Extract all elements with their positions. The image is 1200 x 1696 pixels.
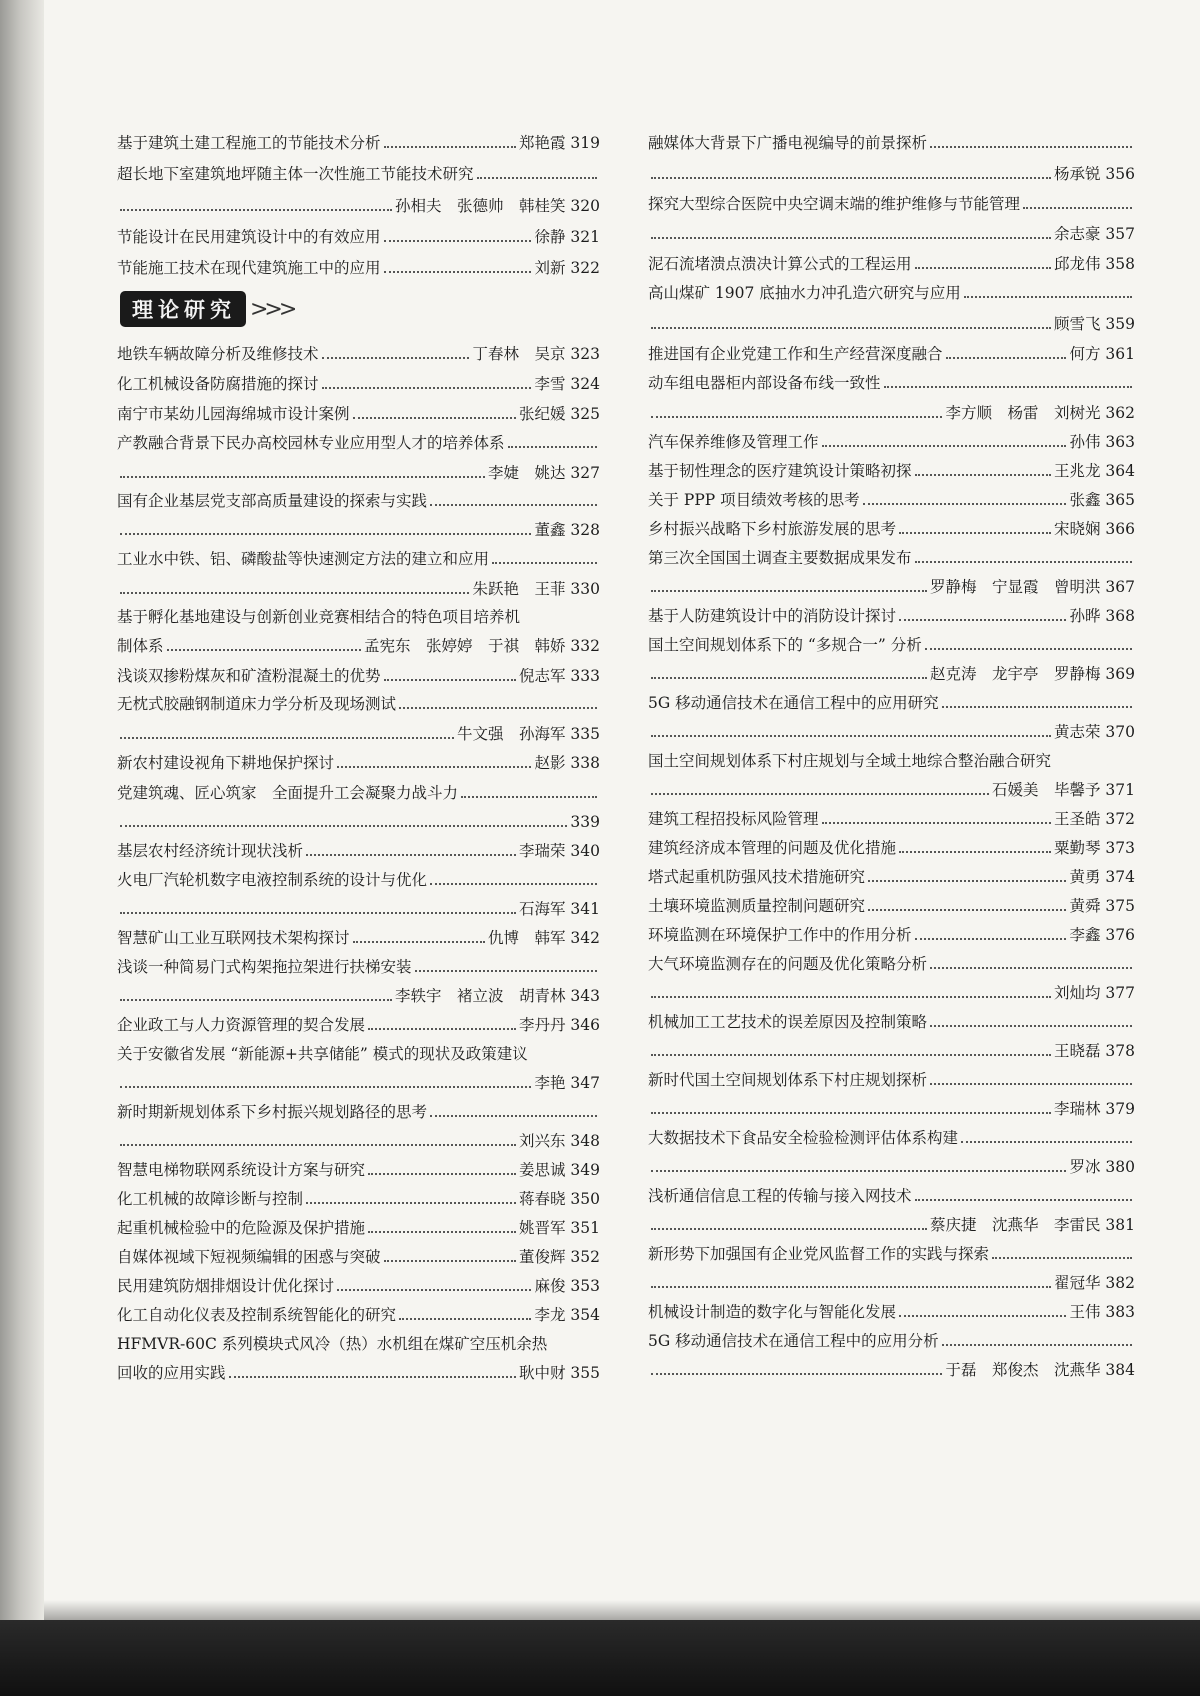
dot-leader [430,504,597,506]
dot-leader [942,1344,1132,1346]
toc-entry [648,598,1135,626]
toc-entry [117,1152,600,1180]
dot-leader [651,793,989,795]
toc-entry [117,396,600,424]
toc-entry-author-page: 董俊辉 352 [518,1248,600,1266]
toc-entry-author-page: 黄舜 375 [1069,897,1135,915]
dot-leader [992,1257,1132,1259]
toc-entry-title: 回收的应用实践 [117,1364,226,1382]
toc-entry [117,250,600,278]
toc-entry [648,685,1135,713]
toc-entry [648,246,1135,274]
toc-entry [117,1297,600,1325]
toc-entry [117,483,600,511]
toc-entry [648,156,1135,184]
toc-entry [117,862,600,890]
toc-entry-author-page: 李婕 姚达 327 [487,464,600,482]
toc-entry [648,511,1135,539]
dot-leader [120,912,516,914]
toc-entry [648,656,1135,684]
toc-entry [117,1123,600,1151]
toc-entry [648,1149,1135,1177]
toc-entry [117,1326,600,1354]
dot-leader [651,1228,927,1230]
dot-leader [961,1141,1132,1143]
dot-leader [925,648,1132,650]
toc-entry [648,1352,1135,1380]
toc-entry [648,801,1135,829]
dot-leader [368,1173,516,1175]
dot-leader [868,880,1066,882]
toc-entry [648,569,1135,597]
toc-entry [648,1323,1135,1351]
toc-entry [117,949,600,977]
dot-leader [477,177,597,179]
toc-entry-author-page: 石媛美 毕馨予 371 [991,781,1135,799]
toc-entry-author-page: 仇博 韩军 342 [487,929,600,947]
toc-entry-title: 国土空间规划体系下村庄规划与全域土地综合整治融合研究 [648,752,1052,770]
toc-entry [117,366,600,394]
dot-leader [306,1202,516,1204]
toc-entry-author-page: 王晓磊 378 [1053,1042,1135,1060]
toc-entry [117,1268,600,1296]
dot-leader [899,1315,1066,1317]
toc-entry-title: 新农村建设视角下耕地保护探讨 [117,754,335,772]
dot-leader [651,1170,1066,1172]
toc-entry [117,1007,600,1035]
toc-entry [648,830,1135,858]
toc-entry [648,1178,1135,1206]
toc-entry-author-page: 宋晓娴 366 [1053,520,1135,538]
dot-leader [964,296,1132,298]
toc-entry-title: 塔式起重机防强风技术措施研究 [648,868,866,886]
toc-entry-title: 自媒体视域下短视频编辑的困惑与突破 [117,1248,381,1266]
toc-entry [648,772,1135,800]
toc-entry [648,453,1135,481]
toc-entry [648,975,1135,1003]
toc-entry-author-page: 粟勤琴 373 [1053,839,1135,857]
toc-entry-author-page: 刘灿均 377 [1053,984,1135,1002]
dot-leader [368,1028,516,1030]
dot-leader [915,267,1051,269]
toc-entry-title: 浅谈双掺粉煤灰和矿渣粉混凝土的优势 [117,667,381,685]
toc-entry-title: 5G 移动通信技术在通信工程中的应用分析 [648,1332,939,1350]
toc-entry [117,1355,600,1383]
dot-leader [430,883,597,885]
toc-entry [648,216,1135,244]
toc-entry [648,395,1135,423]
toc-entry-author-page: 于磊 郑俊杰 沈燕华 384 [945,1361,1135,1379]
dot-leader [822,822,1051,824]
dot-leader [930,1025,1132,1027]
toc-entry [648,859,1135,887]
toc-entry [117,1210,600,1238]
toc-entry [117,716,600,744]
toc-entry [648,1207,1135,1235]
toc-entry-author-page: 徐静 321 [534,228,600,246]
toc-entry [648,336,1135,364]
toc-entry [117,599,600,627]
toc-entry-title: 泥石流堵溃点溃决计算公式的工程运用 [648,255,912,273]
dot-leader [384,1260,516,1262]
toc-entry-title: 建筑工程招投标风险管理 [648,810,819,828]
toc-entry-title: 党建筑魂、匠心筑家 全面提升工会凝聚力战斗力 [117,784,459,802]
dot-leader [651,327,1051,329]
toc-entry-author-page: 石海军 341 [518,900,600,918]
dot-leader [651,1373,942,1375]
toc-entry [117,425,600,453]
toc-entry-title: 5G 移动通信技术在通信工程中的应用研究 [648,694,939,712]
toc-entry-author-page: 李瑞林 379 [1053,1100,1135,1118]
toc-entry-author-page: 李方顺 杨雷 刘树光 362 [945,404,1135,422]
toc-entry-author-page: 顾雪飞 359 [1053,315,1135,333]
dot-leader [508,446,597,448]
toc-entry [648,1062,1135,1090]
toc-entry [117,1181,600,1209]
dot-leader [899,532,1051,534]
toc-entry-author-page: 黄勇 374 [1069,868,1135,886]
toc-entry-title: 化工机械的故障诊断与控制 [117,1190,304,1208]
toc-entry-title: 机械加工工艺技术的误差原因及控制策略 [648,1013,928,1031]
section-banner [120,292,293,326]
toc-entry-title: 节能设计在民用建筑设计中的有效应用 [117,228,381,246]
toc-entry-author-page: 罗冰 380 [1069,1158,1135,1176]
dot-leader [651,1054,1051,1056]
toc-entry-author-page: 董鑫 328 [534,521,600,539]
dot-leader [384,146,516,148]
toc-entry-title: 基于人防建筑设计中的消防设计探讨 [648,607,897,625]
toc-entry [648,1265,1135,1293]
dot-leader [492,562,597,564]
toc-entry-author-page: 孙晔 368 [1069,607,1135,625]
dot-leader [353,417,516,419]
toc-entry [117,541,600,569]
toc-entry-author-page: 李瑞荣 340 [518,842,600,860]
toc-entry-title: 汽车保养维修及管理工作 [648,433,819,451]
dot-leader [899,619,1066,621]
toc-entry-title: 超长地下室建筑地坪随主体一次性施工节能技术研究 [117,165,474,183]
toc-entry-title: 无枕式胶融钢制道床力学分析及现场测试 [117,695,397,713]
toc-entry-title: 智慧电梯物联网系统设计方案与研究 [117,1161,366,1179]
dot-leader [942,706,1132,708]
toc-entry [648,1033,1135,1061]
toc-entry-title: 国有企业基层党支部高质量建设的探索与实践 [117,492,428,510]
toc-entry-author-page: 麻俊 353 [534,1277,600,1295]
toc-entry [117,219,600,247]
toc-entry-author-page: 黄志荣 370 [1053,723,1135,741]
toc-entry-title: 民用建筑防烟排烟设计优化探讨 [117,1277,335,1295]
dot-leader [120,209,392,211]
dot-leader [384,240,532,242]
toc-entry-title: 动车组电器柜内部设备布线一致性 [648,374,881,392]
toc-entry [117,1239,600,1267]
section-label: 理论研究 [120,291,246,327]
toc-entry [648,186,1135,214]
dot-leader [863,503,1067,505]
toc-entry-title: 关于 PPP 项目绩效考核的思考 [648,491,860,509]
toc-entry-author-page: 339 [570,813,600,831]
toc-entry-author-page: 郑艳霞 319 [518,134,600,152]
toc-entry-title: 建筑经济成本管理的问题及优化措施 [648,839,897,857]
dot-leader [337,1289,531,1291]
toc-entry [117,978,600,1006]
toc-entry-title: 新形势下加强国有企业党风监督工作的实践与探索 [648,1245,990,1263]
toc-entry-title: 新时代国土空间规划体系下村庄规划探析 [648,1071,928,1089]
scanner-bottom-edge [0,1620,1200,1696]
toc-entry-author-page: 余志豪 357 [1053,225,1135,243]
dot-leader [384,271,532,273]
section-arrows-icon: >>> [250,296,294,322]
toc-entry [648,946,1135,974]
toc-entry [648,306,1135,334]
dot-leader [167,649,361,651]
toc-entry-title: HFMVR-60C 系列模块式风冷（热）水机组在煤矿空压机余热 [117,1335,548,1353]
toc-entry-title: 化工自动化仪表及控制系统智能化的研究 [117,1306,397,1324]
toc-entry-author-page: 蔡庆捷 沈燕华 李雷民 381 [929,1216,1135,1234]
toc-entry-title: 关于安徽省发展 “新能源+共享储能” 模式的现状及政策建议 [117,1045,528,1063]
toc-entry-title: 制体系 [117,637,164,655]
toc-entry-author-page: 孙相夫 张德帅 韩桂笑 320 [394,197,600,215]
toc-entry-title: 探究大型综合医院中央空调末端的维护维修与节能管理 [648,195,1021,213]
toc-entry-author-page: 孙伟 363 [1069,433,1135,451]
toc-entry-title: 大气环境监测存在的问题及优化策略分析 [648,955,928,973]
dot-leader [120,533,531,535]
toc-entry-author-page: 张鑫 365 [1069,491,1135,509]
toc-entry-title: 浅析通信信息工程的传输与接入网技术 [648,1187,912,1205]
toc-entry [117,833,600,861]
toc-entry-author-page: 张纪媛 325 [518,405,600,423]
toc-entry [117,156,600,184]
dot-leader [651,1286,1051,1288]
toc-entry-title: 南宁市某幼儿园海绵城市设计案例 [117,405,350,423]
dot-leader [368,1231,516,1233]
toc-entry-author-page: 李艳 347 [534,1074,600,1092]
toc-entry-title: 乡村振兴战略下乡村旅游发展的思考 [648,520,897,538]
dot-leader [322,387,532,389]
toc-entry [117,125,600,153]
toc-entry-title: 机械设计制造的数字化与智能化发展 [648,1303,897,1321]
dot-leader [884,386,1132,388]
toc-entry [117,745,600,773]
dot-leader [651,735,1051,737]
toc-entry [117,891,600,919]
dot-leader [915,1199,1132,1201]
toc-entry-title: 基于孵化基地建设与创新创业竞赛相结合的特色项目培养机 [117,608,521,626]
toc-entry-title: 工业水中铁、铝、磷酸盐等快速测定方法的建立和应用 [117,550,490,568]
toc-entry-title: 基层农村经济统计现状浅析 [117,842,304,860]
toc-entry [648,1120,1135,1148]
toc-entry-author-page: 蒋春晓 350 [518,1190,600,1208]
dot-leader [120,825,567,827]
toc-entry [117,775,600,803]
toc-entry [117,686,600,714]
dot-leader [1023,207,1132,209]
page-edge-shadow [44,1600,1200,1622]
toc-entry-author-page: 姚晋军 351 [518,1219,600,1237]
dot-leader [899,851,1051,853]
toc-entry [648,714,1135,742]
dot-leader [120,737,454,739]
toc-entry-author-page: 何方 361 [1069,345,1135,363]
toc-entry [648,540,1135,568]
toc-entry [117,512,600,540]
dot-leader [322,357,470,359]
toc-entry-title: 基于建筑土建工程施工的节能技术分析 [117,134,381,152]
toc-entry-title: 节能施工技术在现代建筑施工中的应用 [117,259,381,277]
toc-entry [648,917,1135,945]
toc-entry-author-page: 倪志军 333 [518,667,600,685]
toc-entry [648,1294,1135,1322]
dot-leader [353,941,485,943]
toc-entry [117,1094,600,1122]
dot-leader [651,590,927,592]
dot-leader [868,909,1066,911]
dot-leader [930,1083,1132,1085]
toc-entry-author-page: 李雪 324 [534,375,600,393]
toc-entry-author-page: 邱龙伟 358 [1053,255,1135,273]
toc-entry-author-page: 姜思诚 349 [518,1161,600,1179]
toc-entry-author-page: 翟冠华 382 [1053,1274,1135,1292]
toc-entry [648,1091,1135,1119]
toc-entry-author-page: 王兆龙 364 [1053,462,1135,480]
binding-gutter [0,0,44,1696]
toc-entry-author-page: 牛文强 孙海军 335 [456,725,600,743]
dot-leader [915,474,1051,476]
toc-entry [117,804,600,832]
toc-entry-author-page: 李丹丹 346 [518,1016,600,1034]
toc-entry-author-page: 李龙 354 [534,1306,600,1324]
toc-entry [117,1065,600,1093]
dot-leader [651,177,1051,179]
dot-leader [915,938,1067,940]
toc-entry [648,1004,1135,1032]
toc-entry-author-page: 王圣皓 372 [1053,810,1135,828]
dot-leader [930,146,1132,148]
toc-entry-title: 大数据技术下食品安全检验检测评估体系构建 [648,1129,959,1147]
toc-entry-author-page: 王伟 383 [1069,1303,1135,1321]
toc-entry [648,482,1135,510]
dot-leader [399,1318,531,1320]
toc-entry [117,920,600,948]
dot-leader [822,445,1067,447]
toc-entry-author-page: 李轶宇 褚立波 胡青林 343 [394,987,600,1005]
toc-entry-title: 产教融合背景下民办高校园林专业应用型人才的培养体系 [117,434,505,452]
toc-entry-title: 企业政工与人力资源管理的契合发展 [117,1016,366,1034]
dot-leader [946,357,1067,359]
dot-leader [120,1086,531,1088]
toc-entry [648,424,1135,452]
toc-entry-title: 智慧矿山工业互联网技术架构探讨 [117,929,350,947]
dot-leader [306,854,516,856]
dot-leader [399,707,597,709]
toc-entry [117,455,600,483]
dot-leader [915,561,1132,563]
toc-entry-title: 环境监测在环境保护工作中的作用分析 [648,926,912,944]
dot-leader [415,970,597,972]
toc-entry-author-page: 朱跃艳 王菲 330 [472,580,600,598]
toc-entry-title: 基于韧性理念的医疗建筑设计策略初探 [648,462,912,480]
toc-entry-author-page: 丁春林 吴京 323 [472,345,600,363]
dot-leader [430,1115,597,1117]
dot-leader [229,1376,516,1378]
dot-leader [384,679,516,681]
toc-entry-author-page: 赵克涛 龙宇亭 罗静梅 369 [929,665,1135,683]
toc-entry [117,628,600,656]
toc-entry-author-page: 刘兴东 348 [518,1132,600,1150]
toc-entry-author-page: 赵影 338 [534,754,600,772]
dot-leader [120,1144,516,1146]
dot-leader [120,592,469,594]
dot-leader [337,766,531,768]
dot-leader [930,967,1132,969]
dot-leader [651,1112,1051,1114]
dot-leader [461,796,597,798]
toc-entry [117,336,600,364]
toc-entry [648,365,1135,393]
toc-entry [117,1036,600,1064]
toc-entry [648,1236,1135,1264]
toc-entry-title: 火电厂汽轮机数字电液控制系统的设计与优化 [117,871,428,889]
toc-entry-author-page: 罗静梅 宁显霞 曾明洪 367 [929,578,1135,596]
toc-entry [117,571,600,599]
dot-leader [651,416,942,418]
toc-entry [117,188,600,216]
toc-entry-author-page: 孟宪东 张婷婷 于祺 韩娇 332 [363,637,600,655]
dot-leader [651,237,1051,239]
toc-entry-title: 化工机械设备防腐措施的探讨 [117,375,319,393]
toc-entry-title: 起重机械检验中的危险源及保护措施 [117,1219,366,1237]
toc-entry-title: 融媒体大背景下广播电视编导的前景探析 [648,134,928,152]
dot-leader [120,999,392,1001]
toc-entry-title: 第三次全国国土调查主要数据成果发布 [648,549,912,567]
toc-entry-author-page: 李鑫 376 [1069,926,1135,944]
toc-entry-title: 浅谈一种简易门式构架拖拉架进行扶梯安装 [117,958,412,976]
toc-entry [648,275,1135,303]
toc-entry-author-page: 刘新 322 [534,259,600,277]
toc-entry [648,125,1135,153]
toc-entry [117,658,600,686]
toc-entry-author-page: 杨承锐 356 [1053,165,1135,183]
toc-entry [648,743,1135,771]
toc-entry [648,627,1135,655]
toc-entry-title: 国土空间规划体系下的 “多规合一” 分析 [648,636,922,654]
toc-entry-title: 地铁车辆故障分析及维修技术 [117,345,319,363]
toc-entry-title: 土壤环境监测质量控制问题研究 [648,897,866,915]
toc-entry [648,888,1135,916]
dot-leader [651,677,927,679]
dot-leader [651,996,1051,998]
toc-entry-title: 新时期新规划体系下乡村振兴规划路径的思考 [117,1103,428,1121]
toc-entry-author-page: 耿中财 355 [518,1364,600,1382]
toc-entry-title: 高山煤矿 1907 底抽水力冲孔造穴研究与应用 [648,284,961,302]
dot-leader [120,476,485,478]
toc-entry-title: 推进国有企业党建工作和生产经营深度融合 [648,345,943,363]
